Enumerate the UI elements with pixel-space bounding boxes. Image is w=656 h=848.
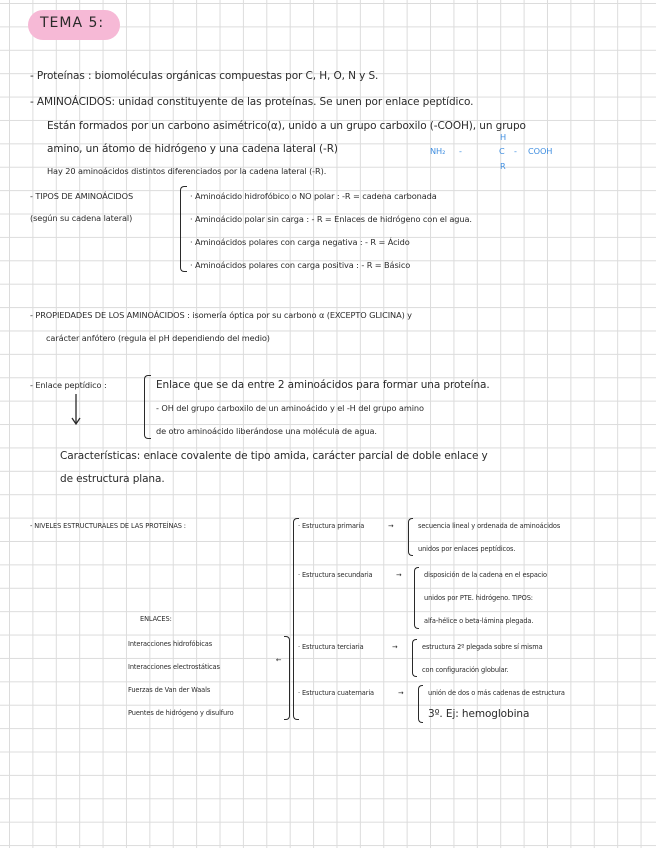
estructura-cuaternaria: · Estructura cuaternaria bbox=[298, 689, 374, 697]
secundaria-line-3: alfa-hélice o beta-lámina plegada. bbox=[424, 617, 534, 625]
formula-r: R bbox=[500, 161, 506, 171]
propiedades-line-1: - PROPIEDADES DE LOS AMINOÁCIDOS : isomería óptica por su carbono α (EXCEPTO GLICINA) y bbox=[30, 310, 412, 320]
caracteristicas-line-2: de estructura plana. bbox=[60, 473, 165, 485]
aminoacidos-line-3: amino, un átomo de hidrógeno y una cadena lateral (-R) bbox=[47, 143, 338, 155]
propiedades-line-2: carácter anfótero (regula el pH dependiendo del medio) bbox=[46, 333, 270, 343]
tipo-hidrofobico: · Aminoácido hidrofóbico o NO polar : -R = cadena carbonada bbox=[190, 191, 437, 201]
enlace-line-3: de otro aminoácido liberándose una molécula de agua. bbox=[156, 426, 377, 436]
formula-carbon: C bbox=[499, 146, 505, 156]
page-title: TEMA 5: bbox=[40, 15, 105, 31]
tipos-sublabel: (según su cadena lateral) bbox=[30, 213, 133, 223]
proteinas-line: - Proteínas : biomoléculas orgánicas compuestas por C, H, O, N y S. bbox=[30, 70, 379, 82]
enlaces-brace bbox=[284, 636, 290, 720]
enlace-line-2: - OH del grupo carboxilo de un aminoácido y el -H del grupo amino bbox=[156, 403, 424, 413]
tipo-carga-positiva: · Aminoácidos polares con carga positiva : - R = Básico bbox=[190, 260, 411, 270]
enlaces-arrow-icon: ← bbox=[276, 656, 282, 664]
enlaces-title: ENLACES: bbox=[140, 615, 172, 623]
secundaria-brace bbox=[414, 567, 419, 629]
tipos-label: - TIPOS DE AMINOÁCIDOS bbox=[30, 191, 134, 201]
terciaria-brace bbox=[412, 639, 417, 677]
formula-dash-1: - bbox=[459, 146, 462, 156]
enlace-brace bbox=[144, 375, 151, 439]
enlace-hidrofobico: Interacciones hidrofóbicas bbox=[128, 640, 213, 648]
secundaria-arrow-icon: → bbox=[396, 571, 402, 579]
primaria-arrow-icon: → bbox=[388, 522, 394, 530]
estructura-secundaria: · Estructura secundaria bbox=[298, 571, 373, 579]
formula-nh2: NH₂ bbox=[430, 146, 446, 156]
niveles-label: - NIVELES ESTRUCTURALES DE LAS PROTEÍNAS : bbox=[30, 522, 186, 530]
aminoacidos-line-1: - AMINOÁCIDOS: unidad constituyente de las proteínas. Se unen por enlace peptídico. bbox=[30, 96, 474, 108]
cuaternaria-arrow-icon: → bbox=[398, 689, 404, 697]
tipo-carga-negativa: · Aminoácidos polares con carga negativa : - R = Ácido bbox=[190, 237, 410, 247]
formula-h: H bbox=[500, 132, 507, 142]
tipos-brace bbox=[180, 186, 187, 272]
enlace-line-1: Enlace que se da entre 2 aminoácidos para formar una proteína. bbox=[156, 379, 490, 391]
tipo-polar-sin-carga: · Aminoácido polar sin carga : - R = Enlaces de hidrógeno con el agua. bbox=[190, 214, 472, 224]
enlace-puentes: Puentes de hidrógeno y disulfuro bbox=[128, 709, 234, 717]
enlace-electrostatico: Interacciones electrostáticas bbox=[128, 663, 220, 671]
primaria-brace bbox=[408, 518, 413, 556]
terciaria-arrow-icon: → bbox=[392, 643, 398, 651]
enlace-peptidico-label: - Enlace peptídico : bbox=[30, 380, 107, 390]
cuaternaria-brace bbox=[418, 685, 423, 723]
caracteristicas-line-1: Características: enlace covalente de tipo amida, carácter parcial de doble enlace y bbox=[60, 450, 488, 462]
down-arrow-icon bbox=[69, 392, 83, 428]
aminoacidos-line-2: Están formados por un carbono asimétrico(α), unido a un grupo carboxilo (-COOH), un grupo bbox=[47, 120, 526, 132]
cuaternaria-line-1: unión de dos o más cadenas de estructura bbox=[428, 689, 565, 697]
estructura-primaria: · Estructura primaria bbox=[298, 522, 365, 530]
secundaria-line-1: disposición de la cadena en el espacio bbox=[424, 571, 547, 579]
cuaternaria-line-2: 3º. Ej: hemoglobina bbox=[428, 708, 530, 720]
formula-dash-2: - bbox=[514, 146, 517, 156]
secundaria-line-2: unidos por PTE. hidrógeno. TIPOS: bbox=[424, 594, 533, 602]
primaria-line-1: secuencia lineal y ordenada de aminoácidos bbox=[418, 522, 561, 530]
estructura-terciaria: · Estructura terciaria bbox=[298, 643, 364, 651]
enlace-van-der-waals: Fuerzas de Van der Waals bbox=[128, 686, 211, 694]
terciaria-line-2: con configuración globular. bbox=[422, 666, 509, 674]
aminoacidos-line-4: Hay 20 aminoácidos distintos diferenciados por la cadena lateral (-R). bbox=[47, 166, 327, 176]
formula-cooh: COOH bbox=[528, 146, 553, 156]
primaria-line-2: unidos por enlaces peptídicos. bbox=[418, 545, 516, 553]
terciaria-line-1: estructura 2º plegada sobre sí misma bbox=[422, 643, 543, 651]
